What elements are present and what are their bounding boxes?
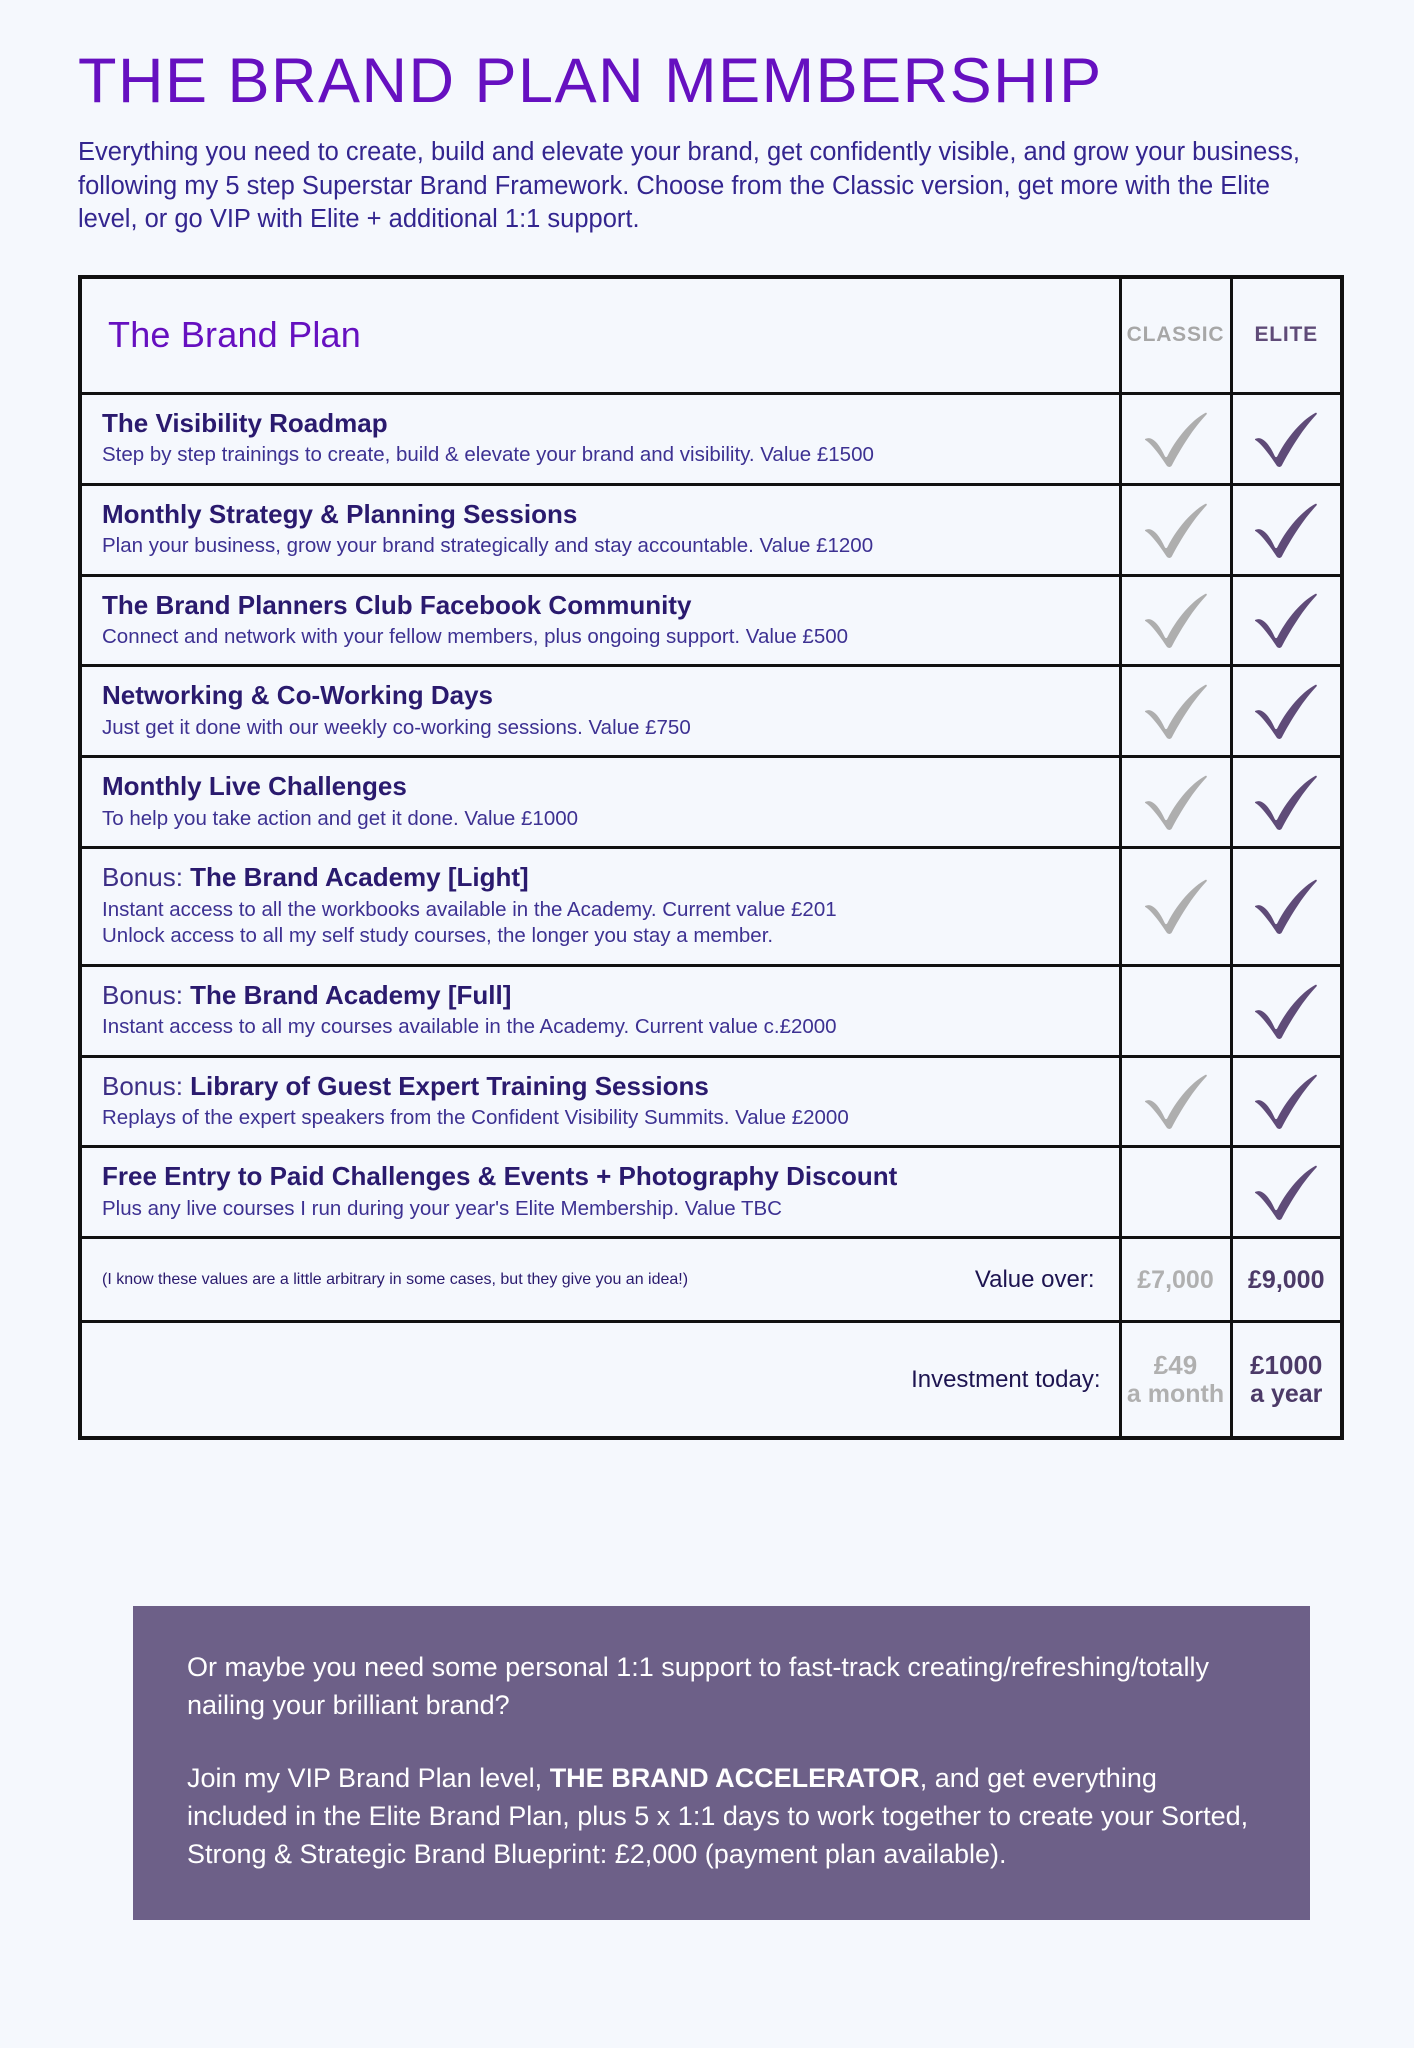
feature-cell (80, 965, 1120, 1056)
table-row (80, 575, 1342, 666)
vip-paragraph-2 (187, 1759, 1256, 1874)
elite-check-icon (1231, 848, 1342, 965)
value-over-elite: £9,000 (1231, 1238, 1342, 1322)
value-over-row (80, 1238, 1342, 1322)
feature-description: Just get it done with our weekly co-working sessions. Value £750 (102, 716, 691, 740)
feature-title (102, 862, 1103, 894)
investment-row (80, 1322, 1342, 1438)
feature-cell (80, 757, 1120, 848)
table-header-row (80, 277, 1342, 393)
feature-cell (80, 848, 1120, 965)
feature-description-2: Unlock access to all my self study courses, the longer you stay a member. (102, 924, 774, 948)
feature-title: The Visibility Roadmap (102, 407, 388, 438)
elite-check-icon (1231, 965, 1342, 1056)
feature-cell (80, 393, 1120, 484)
elite-check-icon (1231, 666, 1342, 757)
classic-check-icon (1120, 393, 1231, 484)
bonus-title: The Brand Academy [Light] (190, 862, 529, 893)
classic-empty-cell (1120, 1147, 1231, 1238)
elite-check-icon (1231, 484, 1342, 575)
vip-p2-bold: THE BRAND ACCELERATOR (549, 1762, 920, 1793)
investment-elite (1231, 1322, 1342, 1438)
vip-paragraph-1: Or maybe you need some personal 1:1 support to fast-track creating/refreshing/totally nailing your brilliant brand? (187, 1652, 1210, 1721)
classic-check-icon (1120, 757, 1231, 848)
plan-comparison-table (78, 275, 1344, 1440)
feature-title (102, 1071, 1103, 1103)
classic-check-icon (1120, 484, 1231, 575)
feature-description: Connect and network with your fellow members, plus ongoing support. Value £500 (102, 625, 849, 649)
table-row (80, 848, 1342, 965)
elite-check-icon (1231, 1056, 1342, 1147)
investment-left (80, 1322, 1120, 1438)
elite-check-icon (1231, 575, 1342, 666)
table-row (80, 1147, 1342, 1238)
bonus-prefix: Bonus: (102, 862, 191, 893)
value-over-left (80, 1238, 1120, 1322)
feature-description: Instant access to all my courses available in the Academy. Current value c.£2000 (102, 1015, 837, 1039)
value-over-label: Value over: (974, 1265, 1095, 1293)
feature-description: Plan your business, grow your brand strategically and stay accountable. Value £1200 (102, 534, 874, 558)
elite-check-icon (1231, 1147, 1342, 1238)
feature-description: To help you take action and get it done. Value £1000 (102, 807, 579, 831)
feature-cell (80, 1056, 1120, 1147)
classic-empty-cell (1120, 965, 1231, 1056)
bonus-title: Library of Guest Expert Training Sessions (190, 1070, 709, 1101)
arbitrary-values-note: (I know these values are a little arbitrary in some cases, but they give you an idea!) (102, 1270, 689, 1288)
feature-description: Replays of the expert speakers from the Confident Visibility Summits. Value £2000 (102, 1106, 849, 1130)
bonus-prefix: Bonus: (102, 1070, 191, 1101)
feature-cell (80, 1147, 1120, 1238)
investment-classic-amount: £49 (1153, 1349, 1198, 1380)
investment-elite-amount: £1000 (1250, 1349, 1323, 1380)
page-title: THE BRAND PLAN MEMBERSHIP (78, 46, 1103, 116)
feature-cell (80, 484, 1120, 575)
vip-p2-after: , and get everything included in the Elite Brand Plan, plus 5 x 1:1 days to work together to create your Sorted, Strong & Strategic Brand Blueprint: £2,000 (payment plan available). (187, 1762, 1249, 1870)
classic-check-icon (1120, 1056, 1231, 1147)
membership-pricing-page (0, 48, 1414, 2048)
investment-classic (1120, 1322, 1231, 1438)
feature-description: Step by step trainings to create, build & elevate your brand and visibility. Value £1500 (102, 443, 874, 467)
feature-cell (80, 575, 1120, 666)
vip-p2-before: Join my VIP Brand Plan level, (187, 1762, 550, 1793)
intro-paragraph: Everything you need to create, build and elevate your brand, get confidently visible, and grow your business, following my 5 step Superstar Brand Framework. Choose from the Classic version, get more with the Elite level, or go VIP with Elite + additional 1:1 support. (78, 138, 1300, 234)
classic-check-icon (1120, 575, 1231, 666)
feature-title: Monthly Live Challenges (102, 771, 407, 802)
classic-check-icon (1120, 666, 1231, 757)
value-over-classic: £7,000 (1120, 1238, 1231, 1322)
table-row (80, 484, 1342, 575)
feature-title (102, 980, 1103, 1012)
table-row (80, 393, 1342, 484)
elite-check-icon (1231, 393, 1342, 484)
table-row (80, 965, 1342, 1056)
column-header-elite: ELITE (1231, 277, 1342, 393)
investment-classic-period: a month (1126, 1380, 1225, 1409)
table-row (80, 666, 1342, 757)
feature-description: Plus any live courses I run during your year's Elite Membership. Value TBC (102, 1197, 782, 1221)
feature-cell (80, 666, 1120, 757)
column-header-classic: CLASSIC (1120, 277, 1231, 393)
classic-check-icon (1120, 848, 1231, 965)
investment-elite-period: a year (1250, 1380, 1323, 1409)
elite-check-icon (1231, 757, 1342, 848)
feature-description: Instant access to all the workbooks available in the Academy. Current value £201 (102, 898, 837, 922)
feature-title: Free Entry to Paid Challenges & Events + Photography Discount (102, 1161, 898, 1192)
investment-label: Investment today: (911, 1365, 1101, 1393)
bonus-title: The Brand Academy [Full] (190, 979, 512, 1010)
feature-title: Monthly Strategy & Planning Sessions (102, 498, 578, 529)
vip-accelerator-panel (133, 1606, 1310, 1920)
table-row (80, 757, 1342, 848)
feature-title: The Brand Planners Club Facebook Community (102, 589, 692, 620)
table-title: The Brand Plan (80, 277, 1120, 393)
table-row (80, 1056, 1342, 1147)
bonus-prefix: Bonus: (102, 979, 191, 1010)
feature-title: Networking & Co-Working Days (102, 680, 494, 711)
